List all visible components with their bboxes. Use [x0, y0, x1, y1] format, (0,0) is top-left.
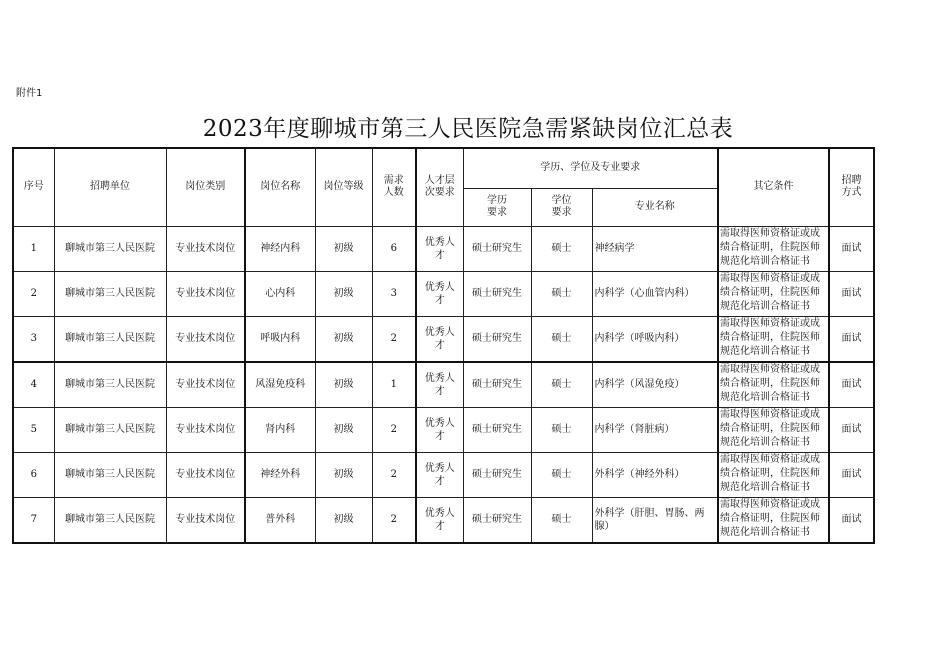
- header-seq: 序号: [13, 148, 54, 226]
- cell-category: 专业技术岗位: [166, 316, 245, 362]
- cell-count: 2: [372, 497, 416, 543]
- table-row: [13, 497, 874, 543]
- cell-level: 初级: [315, 316, 372, 362]
- header-degree: 学位要求: [531, 188, 592, 226]
- cell-other: 需取得医师资格证或成绩合格证明，住院医师规范化培训合格证书: [718, 407, 829, 452]
- cell-talent: 优秀人才: [416, 362, 463, 408]
- cell-education: 硕士研究生: [463, 497, 531, 543]
- cell-method: 面试: [829, 271, 874, 316]
- header-post-category: 岗位类别: [166, 148, 245, 226]
- cell-other: 需取得医师资格证或成绩合格证明，住院医师规范化培训合格证书: [718, 362, 829, 408]
- cell-category: 专业技术岗位: [166, 271, 245, 316]
- cell-post-name: 肾内科: [245, 407, 315, 452]
- cell-count: 1: [372, 362, 416, 408]
- cell-degree: 硕士: [531, 497, 592, 543]
- cell-post-name: 风湿免疫科: [245, 362, 315, 408]
- cell-count: 2: [372, 452, 416, 497]
- cell-other: 需取得医师资格证或成绩合格证明，住院医师规范化培训合格证书: [718, 497, 829, 543]
- cell-major: 内科学（呼吸内科）: [592, 316, 718, 362]
- cell-count: 2: [372, 316, 416, 362]
- cell-major: 内科学（心血管内科）: [592, 271, 718, 316]
- cell-post-name: 心内科: [245, 271, 315, 316]
- cell-unit: 聊城市第三人民医院: [54, 226, 166, 271]
- cell-talent: 优秀人才: [416, 226, 463, 271]
- cell-category: 专业技术岗位: [166, 226, 245, 271]
- cell-unit: 聊城市第三人民医院: [54, 407, 166, 452]
- cell-education: 硕士研究生: [463, 316, 531, 362]
- cell-degree: 硕士: [531, 407, 592, 452]
- cell-method: 面试: [829, 362, 874, 408]
- header-talent-level: 人才层次要求: [416, 148, 463, 226]
- header-method: 招聘方式: [829, 148, 874, 226]
- cell-other: 需取得医师资格证或成绩合格证明，住院医师规范化培训合格证书: [718, 316, 829, 362]
- cell-category: 专业技术岗位: [166, 407, 245, 452]
- cell-count: 3: [372, 271, 416, 316]
- cell-level: 初级: [315, 407, 372, 452]
- cell-method: 面试: [829, 226, 874, 271]
- cell-post-name: 神经外科: [245, 452, 315, 497]
- cell-category: 专业技术岗位: [166, 452, 245, 497]
- cell-unit: 聊城市第三人民医院: [54, 497, 166, 543]
- cell-education: 硕士研究生: [463, 271, 531, 316]
- cell-seq: 1: [13, 226, 54, 271]
- cell-count: 2: [372, 407, 416, 452]
- cell-method: 面试: [829, 316, 874, 362]
- cell-method: 面试: [829, 407, 874, 452]
- table-row: [13, 452, 874, 497]
- cell-post-name: 神经内科: [245, 226, 315, 271]
- cell-major: 外科学（神经外科）: [592, 452, 718, 497]
- cell-other: 需取得医师资格证或成绩合格证明，住院医师规范化培训合格证书: [718, 452, 829, 497]
- header-edu-group: 学历、学位及专业要求: [463, 148, 718, 188]
- header-unit: 招聘单位: [54, 148, 166, 226]
- cell-seq: 2: [13, 271, 54, 316]
- cell-level: 初级: [315, 452, 372, 497]
- header-post-level: 岗位等级: [315, 148, 372, 226]
- cell-degree: 硕士: [531, 271, 592, 316]
- header-other: 其它条件: [718, 148, 829, 226]
- cell-method: 面试: [829, 497, 874, 543]
- header-major: 专业名称: [592, 188, 718, 226]
- table-row: [13, 316, 874, 362]
- cell-degree: 硕士: [531, 362, 592, 408]
- cell-level: 初级: [315, 362, 372, 408]
- cell-unit: 聊城市第三人民医院: [54, 362, 166, 408]
- cell-unit: 聊城市第三人民医院: [54, 452, 166, 497]
- cell-talent: 优秀人才: [416, 407, 463, 452]
- header-count: 需求人数: [372, 148, 416, 226]
- cell-other: 需取得医师资格证或成绩合格证明，住院医师规范化培训合格证书: [718, 271, 829, 316]
- table-row: [13, 226, 874, 271]
- cell-seq: 4: [13, 362, 54, 408]
- cell-education: 硕士研究生: [463, 452, 531, 497]
- cell-post-name: 普外科: [245, 497, 315, 543]
- header-education: 学历要求: [463, 188, 531, 226]
- cell-talent: 优秀人才: [416, 316, 463, 362]
- cell-category: 专业技术岗位: [166, 497, 245, 543]
- cell-seq: 5: [13, 407, 54, 452]
- cell-education: 硕士研究生: [463, 362, 531, 408]
- attachment-label: 附件1: [16, 88, 43, 99]
- cell-seq: 7: [13, 497, 54, 543]
- cell-count: 6: [372, 226, 416, 271]
- cell-seq: 6: [13, 452, 54, 497]
- positions-table: [12, 147, 875, 544]
- cell-major: 外科学（肝胆、胃肠、两腺）: [592, 497, 718, 543]
- cell-degree: 硕士: [531, 316, 592, 362]
- cell-unit: 聊城市第三人民医院: [54, 316, 166, 362]
- cell-level: 初级: [315, 226, 372, 271]
- page-title: 2023年度聊城市第三人民医院急需紧缺岗位汇总表: [202, 116, 734, 142]
- cell-education: 硕士研究生: [463, 407, 531, 452]
- header-row-1: [13, 148, 874, 188]
- cell-degree: 硕士: [531, 226, 592, 271]
- cell-other: 需取得医师资格证或成绩合格证明，住院医师规范化培训合格证书: [718, 226, 829, 271]
- cell-talent: 优秀人才: [416, 271, 463, 316]
- cell-seq: 3: [13, 316, 54, 362]
- cell-degree: 硕士: [531, 452, 592, 497]
- cell-major: 神经病学: [592, 226, 718, 271]
- cell-level: 初级: [315, 497, 372, 543]
- cell-major: 内科学（肾脏病）: [592, 407, 718, 452]
- cell-major: 内科学（风湿免疫）: [592, 362, 718, 408]
- header-post-name: 岗位名称: [245, 148, 315, 226]
- cell-talent: 优秀人才: [416, 497, 463, 543]
- table-row: [13, 271, 874, 316]
- cell-post-name: 呼吸内科: [245, 316, 315, 362]
- table-row: [13, 407, 874, 452]
- cell-education: 硕士研究生: [463, 226, 531, 271]
- cell-unit: 聊城市第三人民医院: [54, 271, 166, 316]
- cell-talent: 优秀人才: [416, 452, 463, 497]
- cell-category: 专业技术岗位: [166, 362, 245, 408]
- cell-method: 面试: [829, 452, 874, 497]
- cell-level: 初级: [315, 271, 372, 316]
- table-row: [13, 362, 874, 408]
